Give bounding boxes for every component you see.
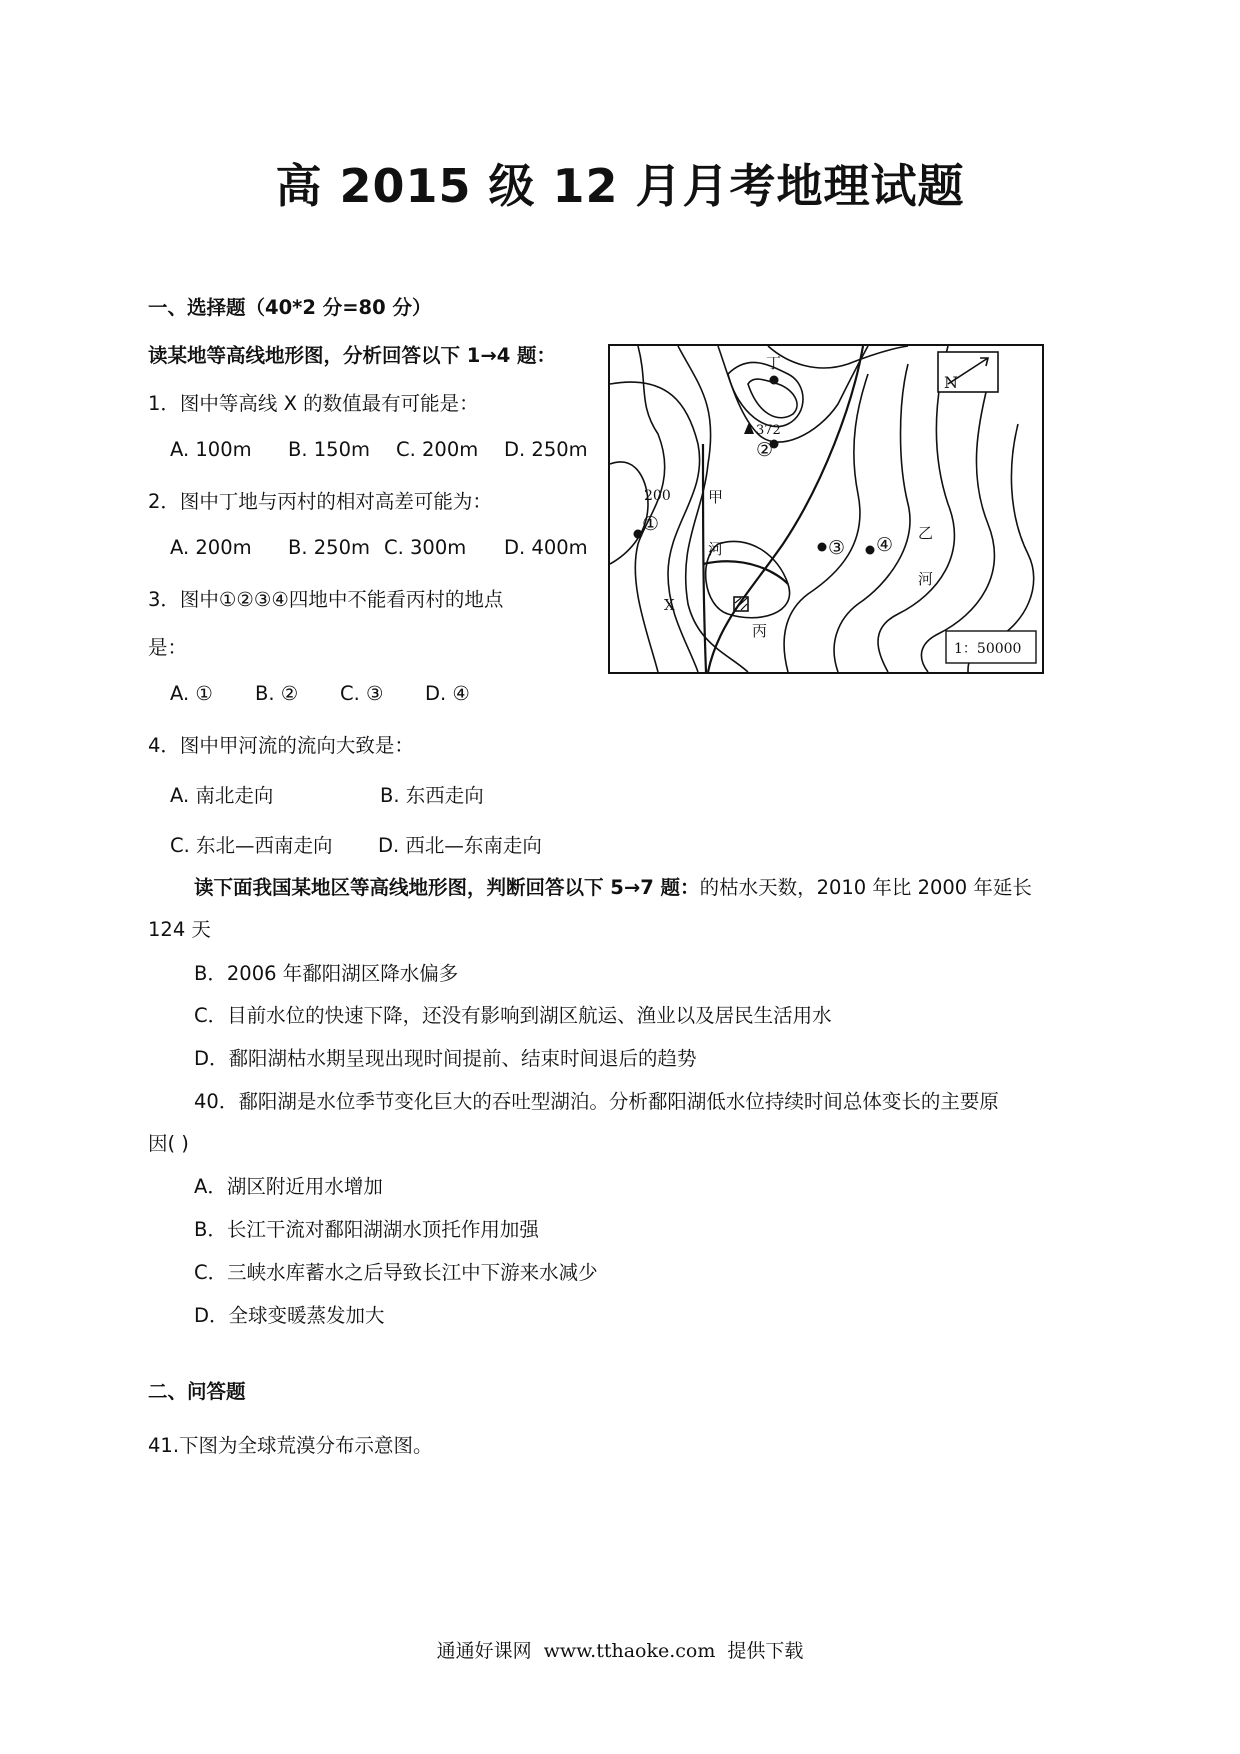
- q40-stem: 40．鄱阳湖是水位季节变化巨大的吞吐型湖泊。分析鄱阳湖低水位持续时间总体变长的主要原: [194, 1090, 999, 1113]
- q2-stem: 2．图中丁地与丙村的相对高差可能为：: [148, 490, 492, 513]
- q1-option-a: A. 100m: [170, 438, 252, 461]
- q1-option-d: D. 250m: [504, 438, 588, 461]
- q2-options: [170, 536, 588, 559]
- label-peak: 372: [756, 423, 781, 438]
- q1-option-c: C. 200m: [396, 438, 479, 461]
- q4-option-d: D. 西北—东南走向: [378, 834, 542, 857]
- group2-intro-rest: 的枯水天数，2010 年比 2000 年延长: [699, 876, 1032, 899]
- map-frame: [609, 345, 1043, 673]
- label-scale: 1：50000: [954, 641, 1022, 657]
- q39-option-b: B．2006 年鄱阳湖区降水偏多: [194, 962, 459, 985]
- q40-option-c: C．三峡水库蓄水之后导致长江中下游来水减少: [194, 1261, 598, 1284]
- page-footer: [0, 1636, 1240, 1663]
- q4-options-row2: [170, 830, 542, 858]
- q39-option-d: D．鄱阳湖枯水期呈现出现时间提前、结束时间退后的趋势: [194, 1047, 697, 1070]
- q3-option-b: B. ②: [255, 682, 299, 705]
- q40-option-a: A．湖区附近用水增加: [194, 1175, 383, 1198]
- q1-option-b: B. 150m: [288, 438, 370, 461]
- section1-heading: 一、选择题（40*2 分=80 分）: [148, 296, 432, 319]
- label-contour-200: 200: [644, 488, 671, 504]
- q40-option-d: D．全球变暖蒸发加大: [194, 1304, 385, 1327]
- q4-options-row1: [170, 780, 484, 808]
- label-he-2: 河: [918, 570, 934, 588]
- footer-note: 提供下载: [727, 1640, 804, 1662]
- q41-stem: 41.下图为全球荒漠分布示意图。: [148, 1434, 433, 1457]
- label-bing: 丙: [752, 622, 768, 640]
- q3-option-d: D. ④: [425, 682, 470, 705]
- q2-option-a: A. 200m: [170, 536, 252, 559]
- q2-option-d: D. 400m: [504, 536, 588, 559]
- contour-map: [608, 344, 1044, 674]
- q1-stem: 1．图中等高线 X 的数值最有可能是：: [148, 392, 479, 415]
- label-point-4: ④: [876, 534, 894, 556]
- label-yi: 乙: [918, 524, 934, 542]
- point-4: [866, 546, 875, 555]
- point-ding: [770, 376, 779, 385]
- q2-option-b: B. 250m: [288, 536, 370, 559]
- label-north: N: [944, 373, 958, 392]
- q4-option-a: A. 南北走向: [170, 784, 274, 807]
- group2-intro-bold: 读下面我国某地区等高线地形图，判断回答以下 5→7 题：: [194, 876, 700, 899]
- label-x: X: [664, 596, 675, 614]
- footer-url: www.tthaoke.com: [543, 1640, 716, 1662]
- group1-intro: 读某地等高线地形图，分析回答以下 1→4 题：: [148, 344, 557, 367]
- q1-options: [170, 438, 588, 461]
- q3-option-c: C. ③: [340, 682, 384, 705]
- q4-option-c: C. 东北—西南走向: [170, 834, 333, 857]
- q4-stem: 4．图中甲河流的流向大致是：: [148, 734, 414, 757]
- page-title: 高 2015 级 12 月月考地理试题: [275, 159, 965, 213]
- group2-intro-cont: 124 天: [148, 918, 211, 941]
- q3-stem: 3．图中①②③④四地中不能看丙村的地点: [148, 588, 504, 611]
- section2-heading: 二、问答题: [148, 1380, 246, 1403]
- q40-stem-cont: 因( ): [148, 1132, 189, 1155]
- label-point-3: ③: [828, 537, 846, 559]
- label-point-1: ①: [642, 513, 660, 535]
- label-he-1: 河: [708, 540, 724, 558]
- label-ding: 丁: [766, 354, 782, 372]
- label-jia: 甲: [708, 488, 724, 506]
- group2-intro: [194, 872, 1032, 900]
- q2-option-c: C. 300m: [384, 536, 467, 559]
- q3-options: [170, 682, 470, 705]
- footer-site: 通通好课网: [436, 1640, 532, 1662]
- point-3: [818, 543, 827, 552]
- q40-option-b: B．长江干流对鄱阳湖湖水顶托作用加强: [194, 1218, 539, 1241]
- q39-option-c: C．目前水位的快速下降，还没有影响到湖区航运、渔业以及居民生活用水: [194, 1004, 832, 1027]
- q4-option-b: B. 东西走向: [380, 784, 484, 807]
- label-point-2: ②: [756, 439, 774, 461]
- q3-stem-cont: 是：: [148, 636, 188, 659]
- q3-option-a: A. ①: [170, 682, 213, 705]
